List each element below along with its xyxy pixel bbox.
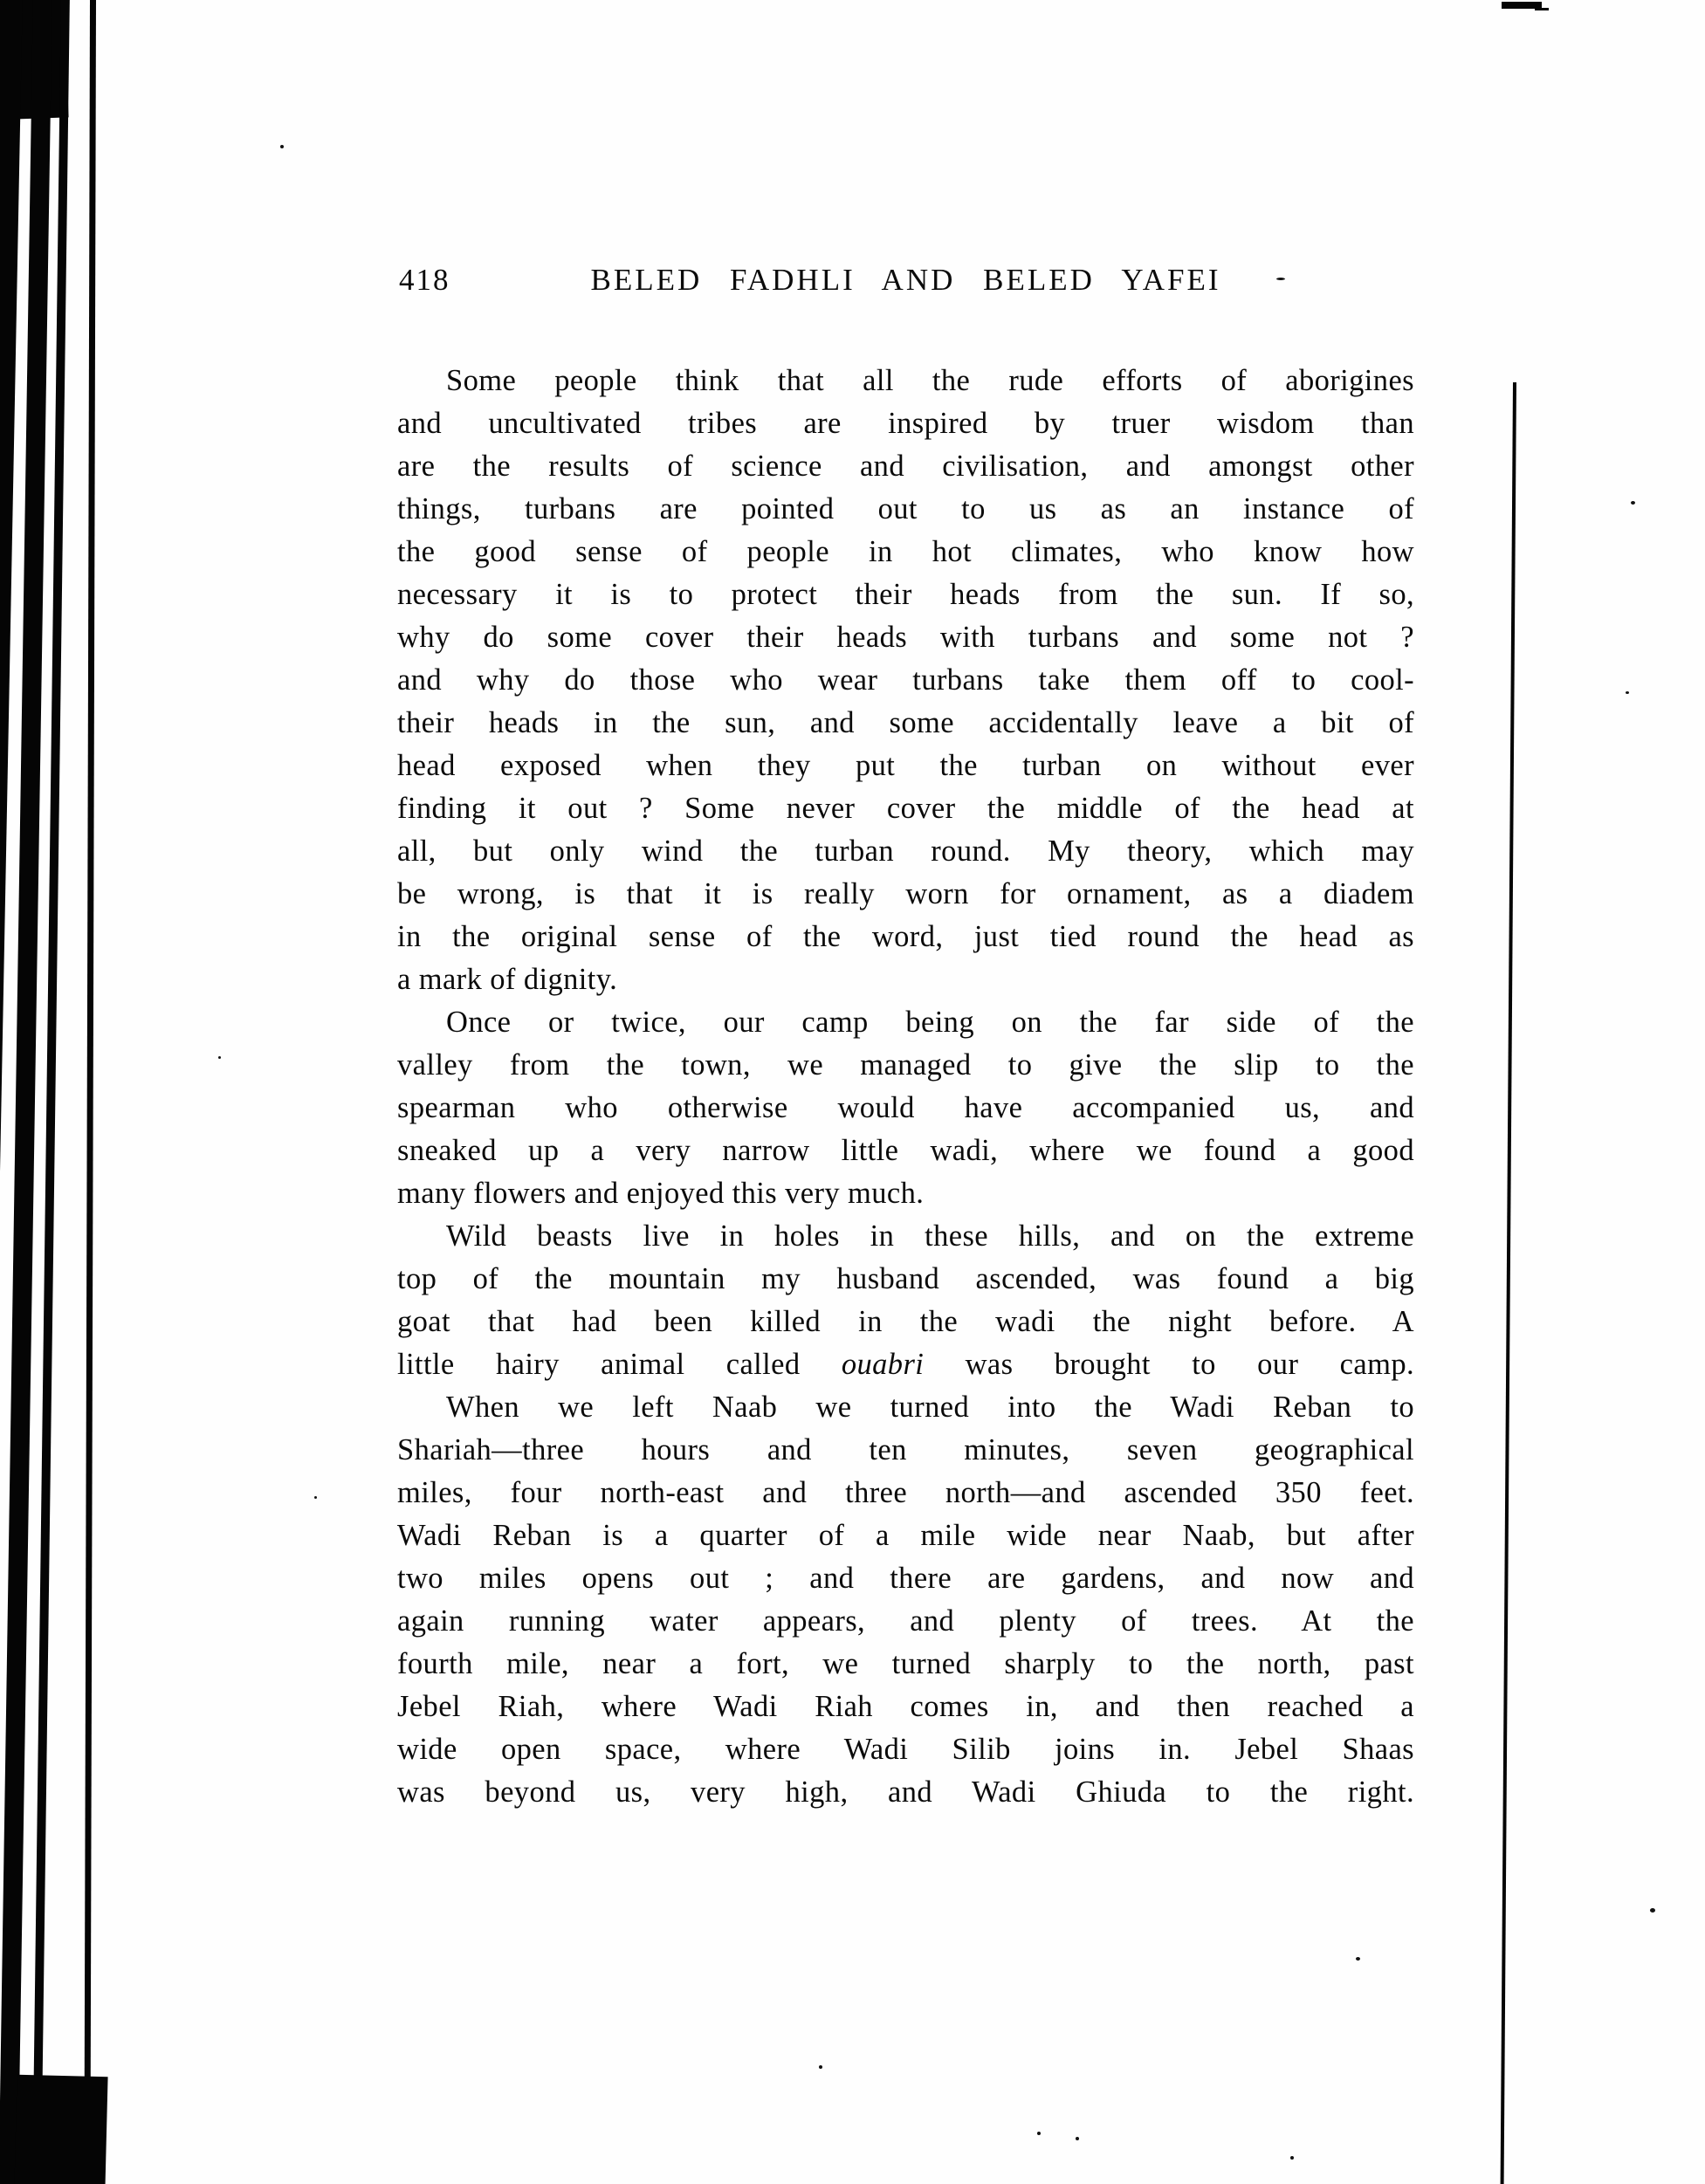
text-line: all, but only wind the turban round. My theory, which may bbox=[397, 834, 1414, 868]
text-line: two miles opens out ; and there are gardens, and now and bbox=[397, 1562, 1414, 1595]
text-line: fourth mile, near a fort, we turned sharply to the north, past bbox=[397, 1647, 1414, 1680]
text-line: and uncultivated tribes are inspired by truer wisdom than bbox=[397, 407, 1414, 440]
scan-speck bbox=[1037, 2132, 1041, 2135]
text-line: Shariah—three hours and ten minutes, seven geographical bbox=[397, 1433, 1414, 1466]
text-line: Wild beasts live in holes in these hills, and on the extreme bbox=[446, 1219, 1414, 1253]
text-line: necessary it is to protect their heads from the sun. If so, bbox=[397, 578, 1414, 611]
text-line: valley from the town, we managed to give the slip to the bbox=[397, 1048, 1414, 1082]
scan-speck bbox=[1631, 501, 1635, 505]
text-line: a mark of dignity. bbox=[397, 963, 618, 996]
text-line: many flowers and enjoyed this very much. bbox=[397, 1177, 925, 1210]
text-body bbox=[397, 360, 1414, 1814]
text-line: in the original sense of the word, just tied round the head as bbox=[397, 920, 1414, 953]
paragraph bbox=[397, 360, 1414, 1001]
text-line: was beyond us, very high, and Wadi Ghiuda to the right. bbox=[397, 1775, 1414, 1809]
text-line: Jebel Riah, where Wadi Riah comes in, and then reached a bbox=[397, 1690, 1414, 1723]
text-line: their heads in the sun, and some accidentally leave a bit of bbox=[397, 706, 1414, 739]
text-line: are the results of science and civilisation, and amongst other bbox=[397, 450, 1414, 483]
page-number: 418 bbox=[399, 263, 450, 297]
text-line: things, turbans are pointed out to us as an instance of bbox=[397, 492, 1414, 525]
text-line: miles, four north-east and three north—and ascended 350 feet. bbox=[397, 1476, 1414, 1509]
text-line: the good sense of people in hot climates, who know how bbox=[397, 535, 1414, 568]
text-line: Some people think that all the rude efforts of aborigines bbox=[446, 364, 1414, 397]
text-line: be wrong, is that it is really worn for ornament, as a diadem bbox=[397, 877, 1414, 910]
binding-shadow-bottom bbox=[14, 2075, 107, 2184]
text-line: spearman who otherwise would have accompanied us, and bbox=[397, 1091, 1414, 1124]
text-line: goat that had been killed in the wadi the night before. A bbox=[397, 1305, 1414, 1338]
text-line: wide open space, where Wadi Silib joins in. Jebel Shaas bbox=[397, 1733, 1414, 1766]
text-line: Once or twice, our camp being on the far side of the bbox=[446, 1006, 1414, 1039]
text-line: again running water appears, and plenty of trees. At the bbox=[397, 1604, 1414, 1638]
scan-speck bbox=[314, 1496, 317, 1499]
paragraph bbox=[397, 1001, 1414, 1215]
scan-speck bbox=[1356, 1957, 1360, 1961]
scan-mark bbox=[1535, 8, 1549, 10]
page-edge-line bbox=[1501, 382, 1516, 2184]
paragraph bbox=[397, 1386, 1414, 1814]
scan-speck bbox=[1626, 691, 1629, 694]
text-line: finding it out ? Some never cover the middle of the head at bbox=[397, 792, 1414, 825]
gutter-line bbox=[84, 0, 96, 2184]
scan-speck bbox=[1650, 1908, 1655, 1913]
page-title: BELED FADHLI AND BELED YAFEI bbox=[590, 263, 1221, 297]
running-header bbox=[397, 260, 1414, 300]
text-line: When we left Naab we turned into the Wadi Reban to bbox=[446, 1391, 1414, 1424]
scan-speck bbox=[1290, 2156, 1294, 2160]
text-line: sneaked up a very narrow little wadi, where we found a good bbox=[397, 1134, 1414, 1167]
text-line: why do some cover their heads with turbans and some not ? bbox=[397, 621, 1414, 654]
scan-speck bbox=[1076, 2137, 1079, 2140]
text-line: Wadi Reban is a quarter of a mile wide near Naab, but after bbox=[397, 1519, 1414, 1552]
text-line: and why do those who wear turbans take them off to cool- bbox=[397, 663, 1414, 697]
paragraph bbox=[397, 1215, 1414, 1386]
scan-speck bbox=[819, 2065, 822, 2069]
text-line: head exposed when they put the turban on without ever bbox=[397, 749, 1414, 782]
scan-speck bbox=[280, 145, 284, 148]
italic-word: ouabri bbox=[841, 1348, 925, 1381]
text-line: little hairy animal called ouabri was brought to our camp. bbox=[397, 1348, 1414, 1381]
text-line: top of the mountain my husband ascended, was found a big bbox=[397, 1262, 1414, 1295]
scan-speck bbox=[218, 1056, 221, 1059]
